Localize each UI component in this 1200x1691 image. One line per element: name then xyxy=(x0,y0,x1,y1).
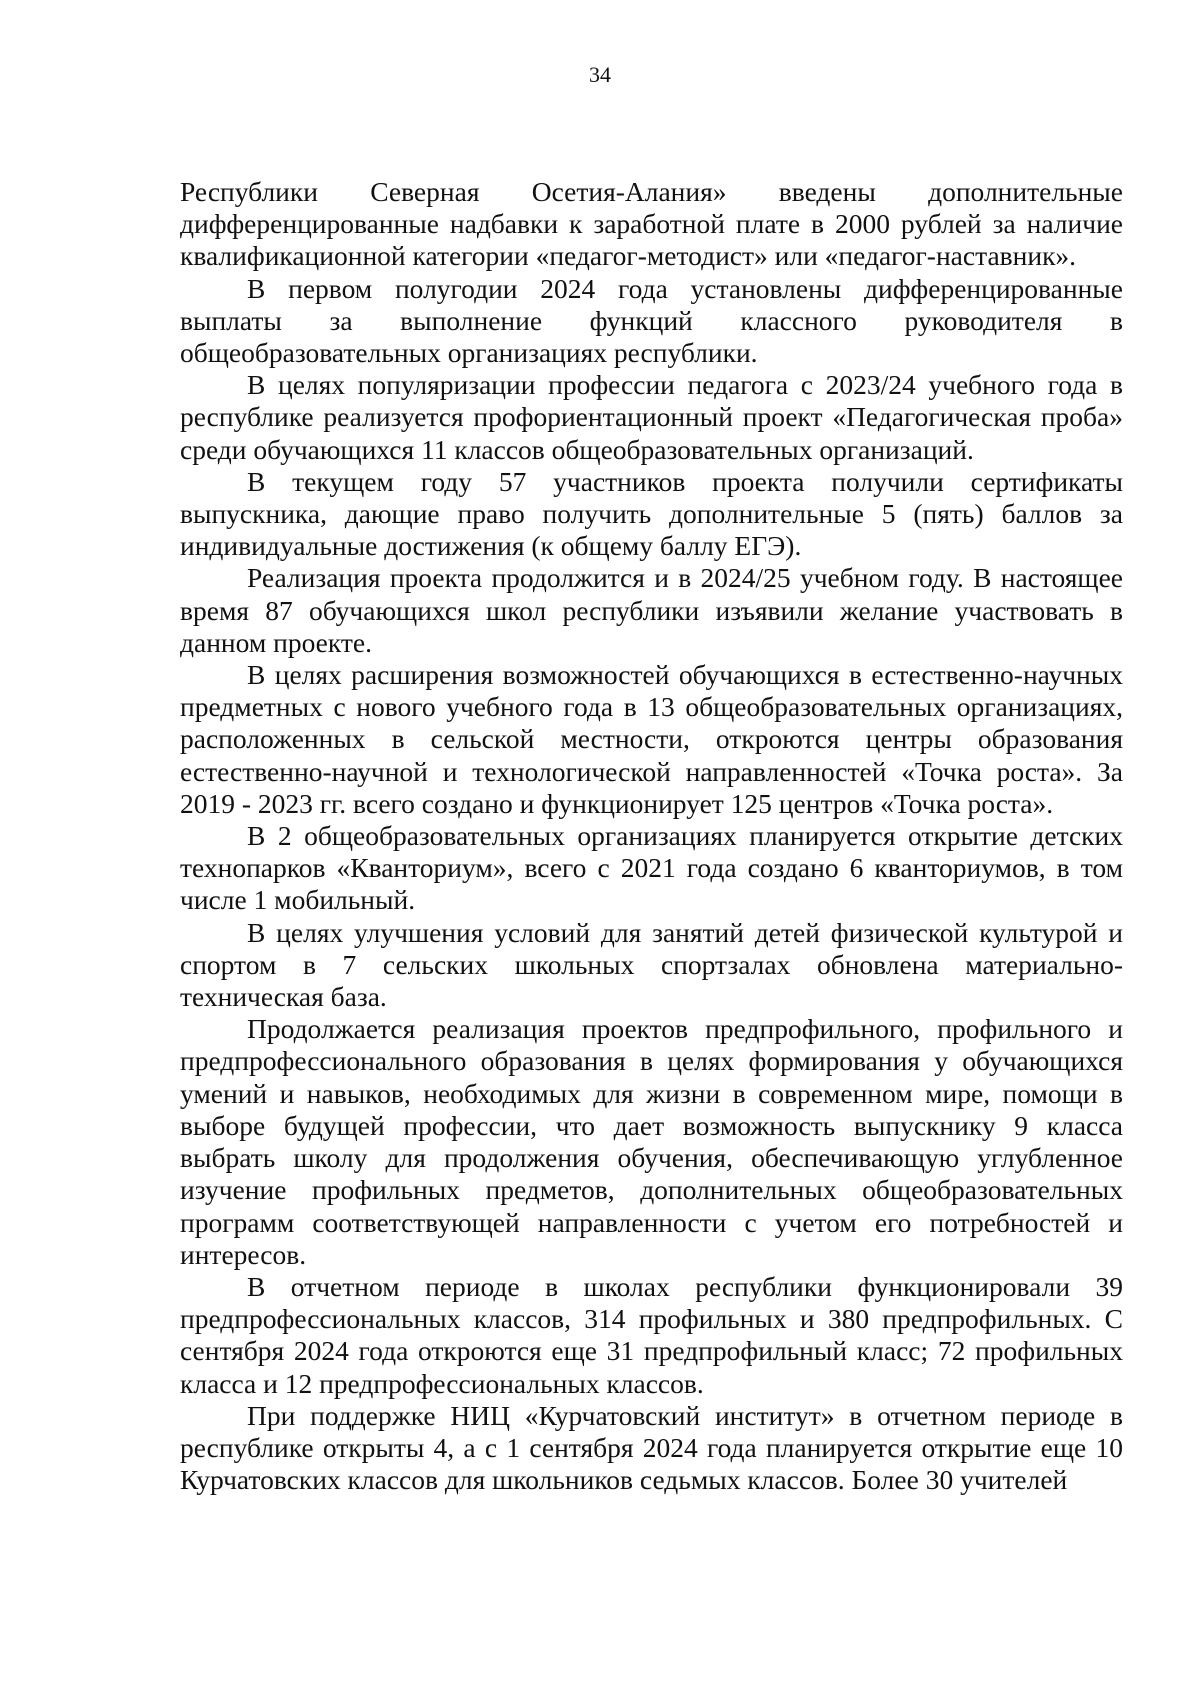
paragraph: В отчетном периоде в школах республики функционировали 39 предпрофессиональных классов, 314 профильных и 380 предпрофильных. С сентября 2024 года откроются еще 31 предпрофильный класс; 72 профильных класса и 12 предпрофессиональных классов. xyxy=(180,1270,1123,1399)
paragraph: В 2 общеобразовательных организациях планируется открытие детских технопарков «Кванториум», всего с 2021 года создано 6 кванториумов, в том числе 1 мобильный. xyxy=(180,820,1123,916)
paragraph: Республики Северная Осетия-Алания» введены дополнительные дифференцированные надбавки к заработной плате в 2000 рублей за наличие квалификационной категории «педагог-методист» или «педагог-наставник». xyxy=(180,176,1123,272)
paragraph: При поддержке НИЦ «Курчатовский институт» в отчетном периоде в республике открыты 4, а с 1 сентября 2024 года планируется открытие еще 10 Курчатовских классов для школьников седьмых классов. Более 30 учителей xyxy=(180,1399,1123,1496)
paragraph: В целях расширения возможностей обучающихся в естественно-научных предметных с нового учебного года в 13 общеобразовательных организациях, расположенных в сельской местности, откроются центры образования естественно-научной и технологической направленностей «Точка роста». За 2019 - 2023 гг. всего создано и функционирует 125 центров «Точка роста». xyxy=(180,659,1123,819)
paragraph: В текущем году 57 участников проекта получили сертификаты выпускника, дающие право получить дополнительные 5 (пять) баллов за индивидуальные достижения (к общему баллу ЕГЭ). xyxy=(180,465,1123,562)
paragraph: В целях популяризации профессии педагога с 2023/24 учебного года в республике реализуется профориентационный проект «Педагогическая проба» среди обучающихся 11 классов общеобразовательных организаций. xyxy=(180,369,1123,465)
paragraph: В первом полугодии 2024 года установлены дифференцированные выплаты за выполнение функций классного руководителя в общеобразовательных организациях республики. xyxy=(180,272,1123,369)
paragraph: Реализация проекта продолжится и в 2024/25 учебном году. В настоящее время 87 обучающихся школ республики изъявили желание участвовать в данном проекте. xyxy=(180,562,1123,658)
page-number: 34 xyxy=(589,62,611,87)
paragraph: Продолжается реализация проектов предпрофильного, профильного и предпрофессионального образования в целях формирования у обучающихся умений и навыков, необходимых для жизни в современном мире, помощи в выборе будущей профессии, что дает возможность выпускнику 9 класса выбрать школу для продолжения обучения, обеспечивающую углубленное изучение профильных предметов, дополнительных общеобразовательных программ соответствующей направленности с учетом его потребностей и интересов. xyxy=(180,1013,1123,1270)
paragraph: В целях улучшения условий для занятий детей физической культурой и спортом в 7 сельских школьных спортзалах обновлена материально-техническая база. xyxy=(180,916,1123,1013)
document-body xyxy=(180,176,1123,1496)
